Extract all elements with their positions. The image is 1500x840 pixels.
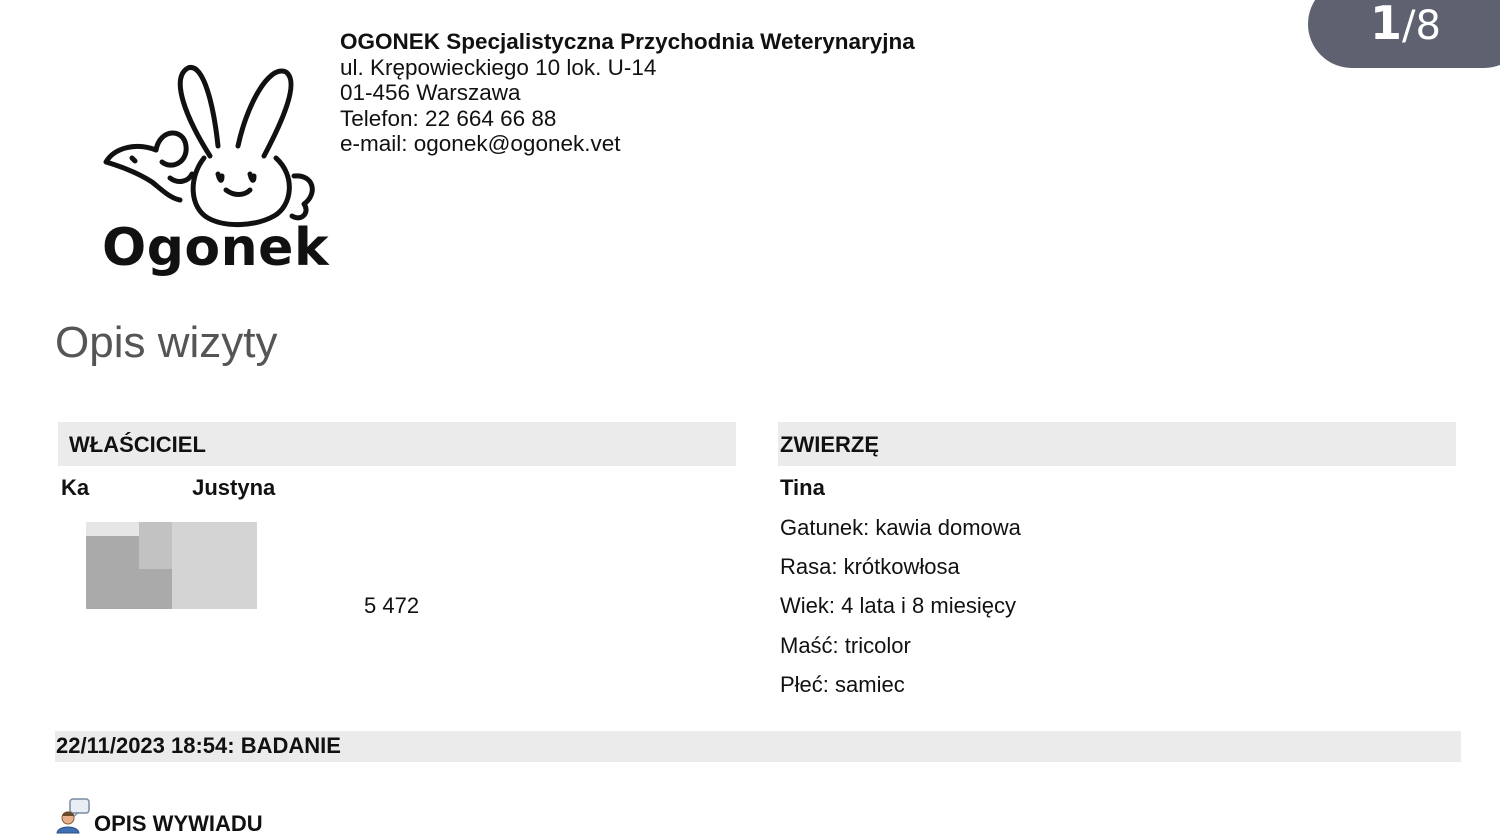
owner-first-name: Justyna — [192, 475, 276, 500]
clinic-info — [340, 29, 915, 157]
interview-label: OPIS WYWIADU — [94, 811, 263, 836]
page-counter-badge — [1308, 0, 1500, 68]
animal-sex: Płeć: samiec — [780, 672, 905, 697]
owner-name-visible: Ka — [61, 475, 90, 500]
document-title: Opis wizyty — [55, 318, 278, 367]
clinic-phone: Telefon: 22 664 66 88 — [340, 105, 557, 131]
animal-color: Maść: tricolor — [780, 633, 911, 658]
animal-age: Wiek: 4 lata i 8 miesięcy — [780, 593, 1016, 618]
owner-header: WŁAŚCICIEL — [58, 422, 736, 466]
redaction-block — [139, 522, 172, 569]
user-speech-icon — [56, 798, 90, 834]
redaction-block — [86, 522, 139, 536]
page-total: 8 — [1415, 3, 1441, 49]
clinic-name: OGONEK Specjalistyczna Przychodnia Weterynaryjna — [340, 29, 915, 54]
animal-breed: Rasa: krótkowłosa — [780, 554, 960, 579]
logo-text: Ogonek — [102, 218, 330, 278]
owner-name — [61, 475, 275, 501]
page-separator: / — [1402, 3, 1416, 49]
owner-phone: 5 472 — [364, 593, 420, 618]
animal-species: Gatunek: kawia domowa — [780, 515, 1021, 540]
clinic-street: ul. Krępowieckiego 10 lok. U-14 — [340, 54, 657, 80]
page-current: 1 — [1370, 0, 1403, 50]
clinic-email: e-mail: ogonek@ogonek.vet — [340, 131, 621, 156]
animal-name: Tina — [780, 475, 825, 500]
redaction-block — [172, 522, 257, 609]
clinic-city: 01-456 Warszawa — [340, 80, 521, 105]
animal-header: ZWIERZĘ — [778, 422, 1456, 466]
visit-header: 22/11/2023 18:54: BADANIE — [55, 731, 1461, 762]
